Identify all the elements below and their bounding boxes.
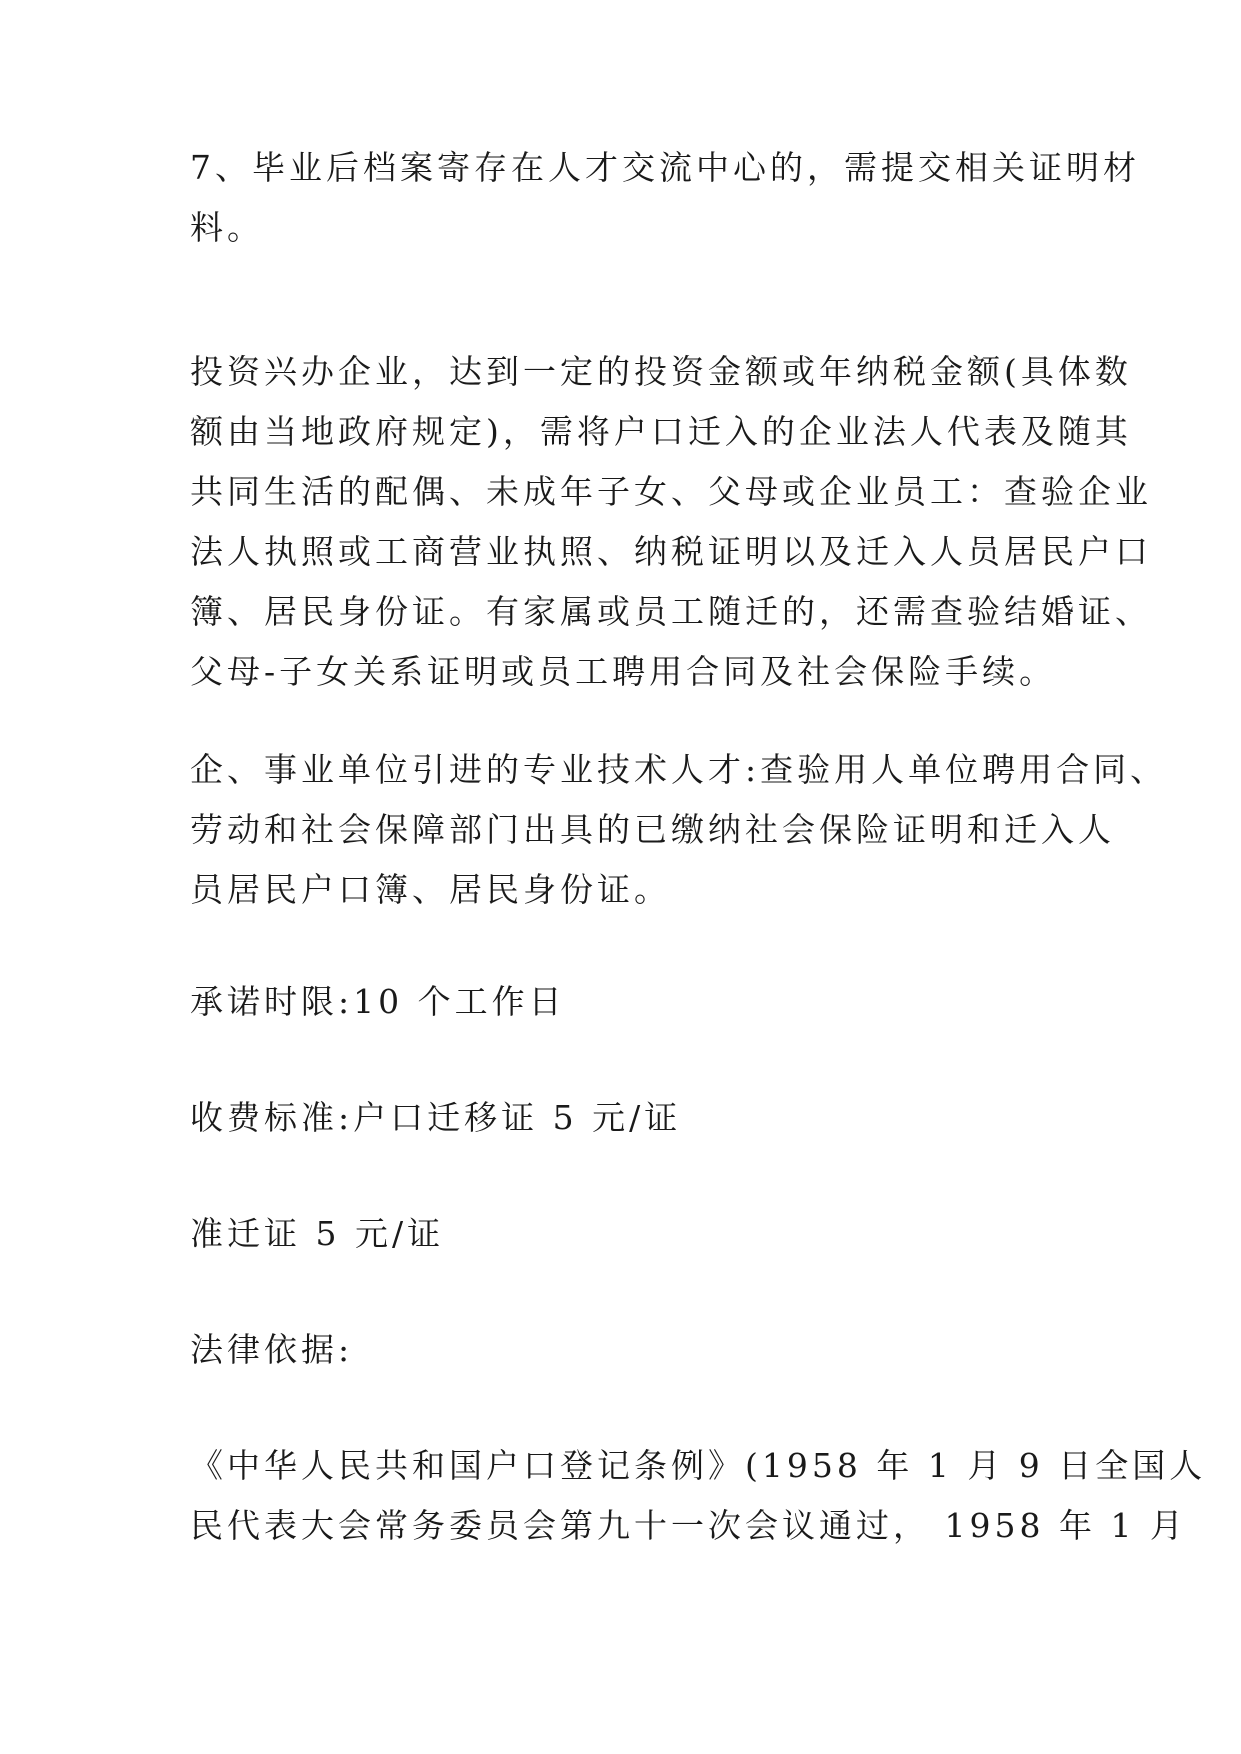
text-line: 法律依据: [190, 1330, 354, 1369]
text-line: 《中华人民共和国户口登记条例》(1958 年 1 月 9 日全国人 [190, 1446, 1207, 1485]
text-line: 企、事业单位引进的专业技术人才:查验用人单位聘用合同、 [190, 750, 1168, 789]
paragraph-fee-standard [190, 1088, 1070, 1148]
text-line: 额由当地政府规定)，需将户口迁入的企业法人代表及随其 [190, 412, 1132, 451]
paragraph-time-limit [190, 972, 1070, 1032]
text-line: 法人执照或工商营业执照、纳税证明以及迁入人员居民户口 [190, 532, 1152, 571]
text-line: 准迁证 5 元/证 [190, 1214, 445, 1253]
paragraph-permit-fee [190, 1204, 1070, 1264]
text-line: 共同生活的配偶、未成年子女、父母或企业员工：查验企业 [190, 472, 1152, 511]
text-line: 料。 [190, 208, 264, 247]
text-line: 员居民户口簿、居民身份证。 [190, 870, 671, 909]
text-line: 收费标准:户口迁移证 5 元/证 [190, 1098, 682, 1137]
paragraph-regulation [190, 1436, 1207, 1556]
text-line: 7、毕业后档案寄存在人才交流中心的，需提交相关证明材 [190, 148, 1140, 187]
text-line: 劳动和社会保障部门出具的已缴纳社会保险证明和迁入人 [190, 810, 1115, 849]
text-line: 投资兴办企业，达到一定的投资金额或年纳税金额(具体数 [190, 352, 1132, 391]
text-line: 簿、居民身份证。有家属或员工随迁的，还需查验结婚证、 [190, 592, 1152, 631]
paragraph-archive-materials [190, 138, 1140, 258]
paragraph-investment [190, 342, 1152, 702]
paragraph-legal-basis [190, 1320, 1070, 1380]
text-line: 民代表大会常务委员会第九十一次会议通过， 1958 年 1 月 [190, 1506, 1187, 1545]
paragraph-talent [190, 740, 1168, 920]
text-line: 承诺时限:10 个工作日 [190, 982, 566, 1021]
text-line: 父母-子女关系证明或员工聘用合同及社会保险手续。 [190, 652, 1057, 691]
